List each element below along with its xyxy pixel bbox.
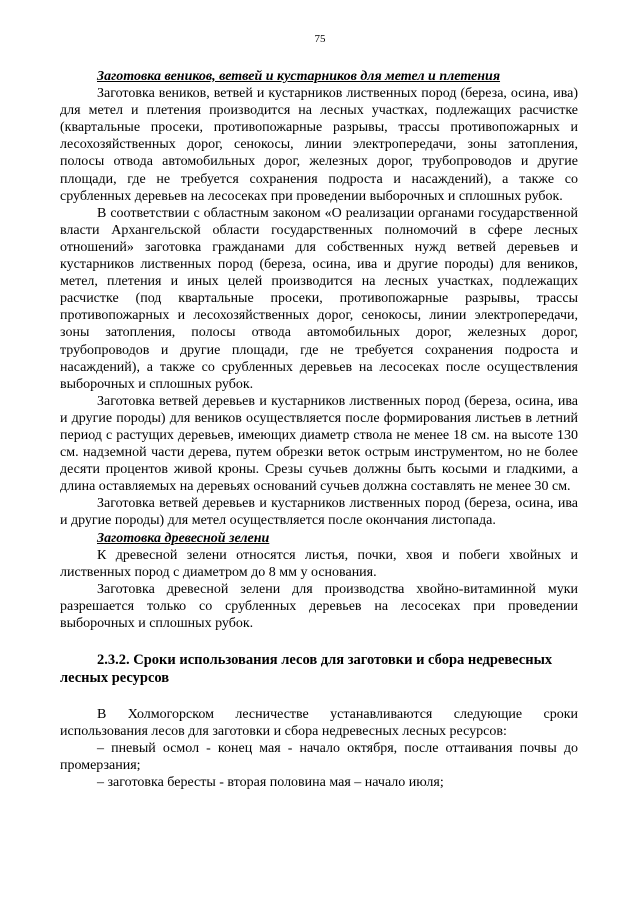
subsection-title-brooms: Заготовка веников, ветвей и кустарников для метел и плетения [97,69,501,84]
paragraph: В Холмогорском лесничестве устанавливаются следующие сроки использования лесов для заготовки и сбора недревесных лесных ресурсов: [60,707,578,740]
list-item: – пневый осмол - конец мая - начало октября, после оттаивания почвы до промерзания; [60,741,578,774]
paragraph: Заготовка древесной зелени для производства хвойно-витаминной муки разрешается только со срубленных деревьев на лесосеках при проведении выборочных и сплошных рубок. [60,581,578,631]
page-number: 75 [314,33,326,45]
paragraph: Заготовка ветвей деревьев и кустарников лиственных пород (береза, осина, ива и другие породы) для метел осуществляется после окончания листопада. [60,496,578,529]
paragraph: Заготовка ветвей деревьев и кустарников лиственных пород (береза, осина, ива и другие породы) для веников осуществляется после формирования листьев в летний период с растущих деревьев, имеющих диаметр ствола не менее 18 см. на высоте 130 см. надземной части дерева, путем обрезки веток острым инструментом, но не более десяти процентов живой кроны. Срезы сучьев должны быть косыми и гладкими, а длина оставляемых на деревьях оснований сучьев должна составлять не менее 30 см. [60,393,578,495]
subsection-title-greenery: Заготовка древесной зелени [97,530,270,546]
paragraph: К древесной зелени относятся листья, почки, хвоя и побеги хвойных и лиственных пород с диаметром до 8 мм у основания. [60,547,578,580]
document-body [60,68,578,792]
paragraph: Заготовка веников, ветвей и кустарников лиственных пород (береза, осина, ива) для метел и плетения производится на лесных участках, подлежащих расчистке (квартальные просеки, противопожарные разрывы, трассы противопожарных и лесохозяйственных дорог, сенокосы, линии электропередачи, зоны затопления, полосы отвода автомобильных дорог, железных дорог, трубопроводов и другие площади, где не требуется сохранения подроста и насаждений), а также со срубленных деревьев на лесосеках при проведении выборочных и сплошных рубок. [60,86,578,204]
list-item: – заготовка бересты - вторая половина мая – начало июля; [97,775,444,791]
paragraph: В соответствии с областным законом «О реализации органами государственной власти Архангельской области государственных полномочий в сфере лесных отношений» заготовка гражданами для собственных нужд ветвей деревьев и кустарников лиственных пород (береза, осина, ива и другие породы) для веников, метел, плетения и иных целей производится на лесных участках, подлежащих расчистке (под квартальные просеки, противопожарные разрывы, трассы противопожарных и лесохозяйственных дорог, сенокосы, линии электропередачи, зоны затопления, полосы отвода автомобильных дорог, железных дорог, трубопроводов и другие площади, где не требуется сохранения подроста и насаждений), а также со срубленных деревьев на лесосеках после осуществления выборочных и сплошных рубок. [60,205,578,392]
section-heading: 2.3.2. Сроки использования лесов для заготовки и сбора недревесных лесных ресурсов [60,652,553,687]
